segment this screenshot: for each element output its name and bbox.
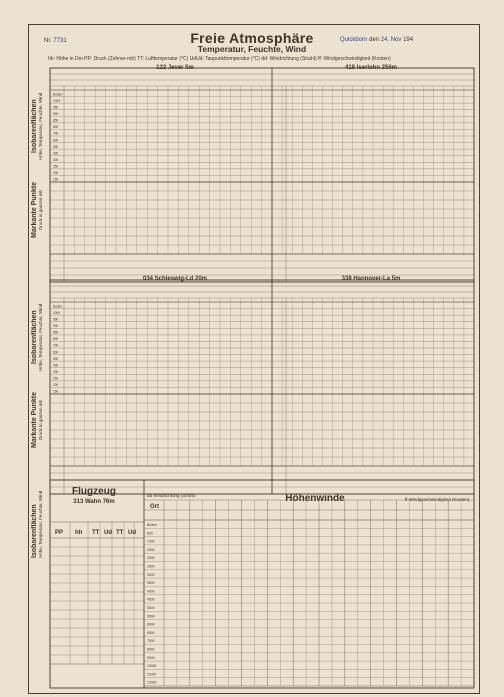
dd-note: dd Windrichtung (Strahl) bbox=[147, 493, 196, 498]
row-label: 5500 bbox=[147, 614, 155, 619]
row-label: 400 bbox=[53, 363, 59, 368]
col-ud: Ud bbox=[104, 530, 112, 536]
row-label: 11000 bbox=[147, 672, 157, 677]
row-label: 1500 bbox=[147, 547, 155, 552]
row-label: 4500 bbox=[147, 597, 155, 602]
row-label: 700 bbox=[53, 343, 59, 348]
hoehenwinde-title: Höhenwinde bbox=[285, 493, 345, 504]
row-label: 9000 bbox=[147, 655, 155, 660]
station-hannover: 338 Hannover-La 5m bbox=[341, 276, 401, 282]
mark-sublabel-2: Druck in ganzen mb bbox=[38, 399, 43, 441]
ort-label: Ort bbox=[150, 504, 159, 510]
row-label: 500 bbox=[147, 531, 153, 536]
row-label: 300 bbox=[53, 157, 59, 162]
row-label: Boden bbox=[53, 92, 63, 97]
place-value: Quickborn bbox=[340, 37, 368, 43]
row-label: 200 bbox=[53, 383, 59, 388]
iso-label: Isobarenflächen bbox=[31, 99, 38, 153]
row-label: 850 bbox=[53, 118, 59, 123]
row-label: 950 bbox=[53, 105, 59, 110]
legend-line: hh: Höhe in Dm PP: Druck (Zehner-mb) TT: Lufttemperatur (°C) UdUd: Taupunkttemperatur (°C) dd: Windrichtung (Strahl) ff: Windgeschwindigkeit (Knoten) bbox=[48, 56, 391, 62]
row-label: 800 bbox=[53, 337, 59, 342]
col-tt: TT bbox=[92, 530, 100, 536]
row-label: 600 bbox=[53, 138, 59, 143]
row-label: 700 bbox=[53, 131, 59, 136]
col-tt2: TT bbox=[116, 530, 124, 536]
row-label: 300 bbox=[53, 369, 59, 374]
row-label: 3500 bbox=[147, 581, 155, 586]
grid-frame bbox=[50, 480, 474, 688]
number-label: Nr. bbox=[44, 38, 52, 44]
row-label: 500 bbox=[53, 356, 59, 361]
station-iserlohn: 418 Iserlohn 256m bbox=[344, 65, 398, 71]
iso-label-3: Isobarenflächen bbox=[31, 504, 38, 558]
row-label: 12000 bbox=[147, 680, 157, 685]
page-title: Freie Atmosphäre bbox=[190, 30, 314, 46]
row-label: 6500 bbox=[147, 630, 155, 635]
page-subtitle: Temperatur, Feuchte, Wind bbox=[197, 44, 307, 54]
row-label: 2000 bbox=[147, 556, 155, 561]
station-jever: 122 Jever 5m bbox=[156, 65, 194, 71]
row-label: 4000 bbox=[147, 589, 155, 594]
row-label: 600 bbox=[53, 350, 59, 355]
iso-label-2: Isobarenflächen bbox=[31, 310, 38, 364]
mark-sublabel: Druck in ganzen mb bbox=[38, 189, 43, 231]
flugzeug-title: Flugzeug bbox=[72, 486, 116, 497]
row-label: 150 bbox=[53, 389, 59, 394]
row-label: 900 bbox=[53, 323, 59, 328]
row-label: 6000 bbox=[147, 622, 155, 627]
row-label: 5000 bbox=[147, 606, 155, 610]
row-label: 850 bbox=[53, 330, 59, 335]
col-pp: PP bbox=[55, 530, 64, 536]
row-label: 1000 bbox=[53, 310, 61, 315]
row-label: 950 bbox=[53, 317, 59, 322]
row-label: Boden bbox=[53, 304, 63, 309]
flugzeug-station: 313 Wahn 76m bbox=[73, 499, 115, 505]
iso-sublabel-3: Höhe, Temperatur, Feuchte, Wind bbox=[38, 490, 43, 558]
row-label: 2500 bbox=[147, 564, 155, 569]
date-prefix: den bbox=[369, 37, 380, 43]
number-value: 7731 bbox=[53, 38, 67, 44]
row-label: 250 bbox=[53, 164, 59, 169]
row-label: 1000 bbox=[147, 539, 155, 544]
iso-sublabel: Höhe, Temperatur, Feuchte, Wind bbox=[38, 92, 43, 160]
ff-note: ff Windgeschwindigkeit (Knoten) bbox=[405, 497, 470, 502]
date-value: 24. Nov bbox=[380, 37, 402, 43]
station-schleswig: 034 Schleswig-Ld 20m bbox=[142, 276, 208, 282]
row-label: Boden bbox=[147, 523, 157, 527]
row-label: 800 bbox=[53, 125, 59, 130]
col-hh: hh bbox=[75, 530, 83, 536]
row-label: 500 bbox=[53, 144, 59, 149]
year-prefix: 194 bbox=[403, 37, 414, 43]
grid-frame bbox=[50, 68, 474, 282]
row-label: 900 bbox=[53, 111, 59, 116]
row-label: 400 bbox=[53, 151, 59, 156]
row-label: 200 bbox=[53, 171, 59, 176]
row-label: 250 bbox=[53, 376, 59, 381]
grid-frame bbox=[50, 280, 474, 494]
col-ud2: Ud bbox=[128, 530, 136, 536]
iso-sublabel-2: Höhe, Temperatur, Feuchte, Wind bbox=[38, 303, 43, 371]
row-label: 10000 bbox=[147, 664, 157, 669]
row-label: 3000 bbox=[147, 572, 155, 577]
row-label: 7000 bbox=[147, 639, 155, 644]
mark-label-2: Markante Punkte bbox=[31, 391, 38, 449]
mark-label: Markante Punkte bbox=[31, 181, 38, 239]
row-label: 1000 bbox=[53, 98, 61, 103]
row-label: 8000 bbox=[147, 647, 155, 652]
row-label: 150 bbox=[53, 177, 59, 182]
